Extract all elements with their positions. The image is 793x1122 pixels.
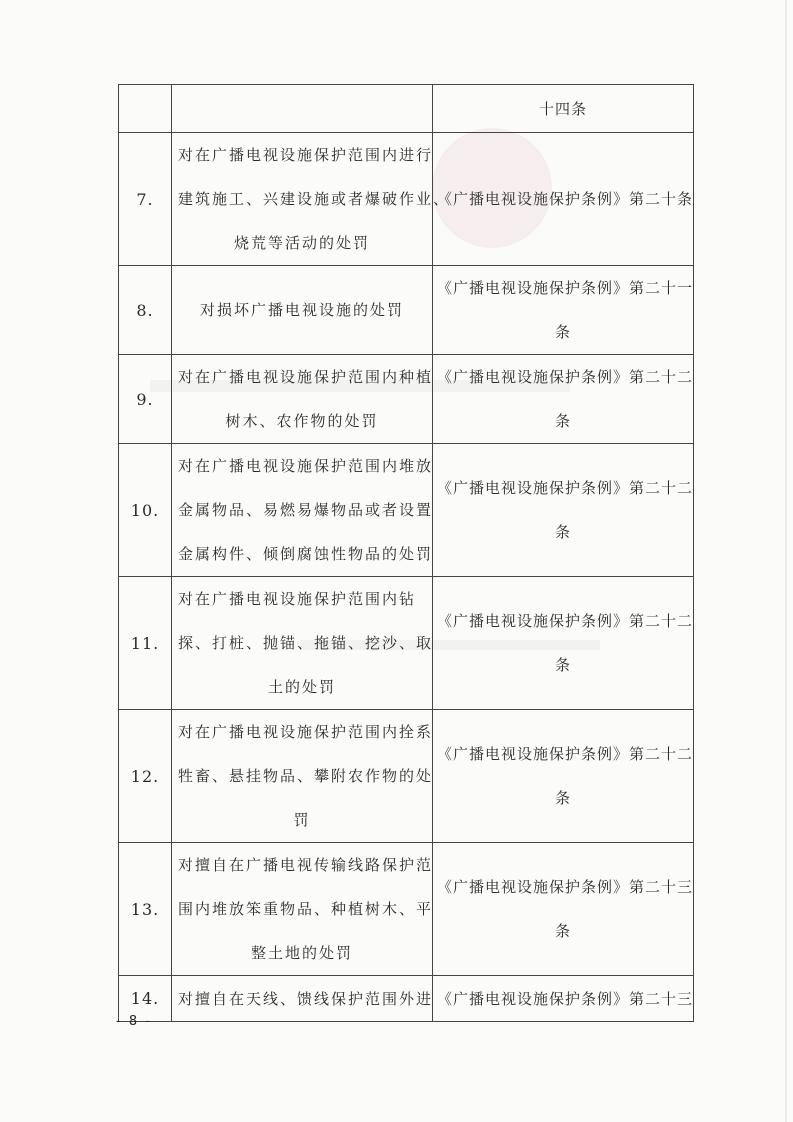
table-row (119, 843, 694, 976)
penalty-items-table (118, 84, 694, 1022)
item-line: 建筑施工、兴建设施或者爆破作业、 (178, 190, 451, 208)
basis-cell (433, 843, 694, 976)
basis-cell (433, 444, 694, 577)
item-line: 探、打桩、抛锚、拖锚、挖沙、取 (178, 634, 434, 652)
basis-cell (433, 133, 694, 266)
basis-line: 《广播电视设施保护条例》第二十条 (437, 190, 694, 208)
table-row (119, 710, 694, 843)
basis-line: 条 (554, 922, 571, 940)
basis-line: 《广播电视设施保护条例》第二十三 (437, 878, 694, 896)
scan-edge (785, 0, 787, 1122)
page-number: - 8 - (116, 1014, 152, 1029)
basis-line: 《广播电视设施保护条例》第二十二 (437, 612, 694, 630)
number-cell (119, 85, 172, 133)
basis-line: 《广播电视设施保护条例》第二十一 (437, 279, 694, 297)
item-line: 围内堆放笨重物品、种植树木、平 (178, 900, 434, 918)
basis-line: 十四条 (538, 99, 587, 118)
item-line: 对在广播电视设施保护范围内堆放 (178, 457, 434, 475)
item-line: 对在广播电视设施保护范围内钻 (178, 590, 417, 608)
table-row (119, 444, 694, 577)
basis-cell (433, 85, 694, 133)
item-line: 金属构件、倾倒腐蚀性物品的处罚 (178, 545, 434, 563)
basis-line: 条 (554, 412, 571, 430)
basis-cell (433, 266, 694, 355)
basis-cell (433, 577, 694, 710)
item-line: 树木、农作物的处罚 (225, 412, 379, 430)
item-line: 罚 (293, 811, 311, 829)
table-row (119, 133, 694, 266)
item-line: 对在广播电视设施保护范围内进行 (178, 146, 434, 164)
row-number: 14. (119, 976, 172, 1022)
basis-line: 条 (554, 789, 571, 807)
basis-line: 条 (554, 656, 571, 674)
item-cell (172, 266, 433, 355)
table-row (119, 355, 694, 444)
item-line: 对在广播电视设施保护范围内拴系 (178, 723, 434, 741)
item-line: 金属物品、易燃易爆物品或者设置 (178, 501, 434, 519)
basis-line: 条 (554, 323, 571, 341)
item-line: 对在广播电视设施保护范围内种植 (178, 368, 434, 386)
item-line: 整土地的处罚 (250, 944, 353, 962)
basis-line: 条 (554, 523, 571, 541)
basis-line: 《广播电视设施保护条例》第二十二 (437, 368, 694, 386)
basis-cell (433, 976, 694, 1022)
basis-line: 《广播电视设施保护条例》第二十二 (437, 479, 694, 497)
item-cell (172, 444, 433, 577)
item-line: 对损坏广播电视设施的处罚 (199, 301, 404, 319)
item-line: 土的处罚 (267, 678, 336, 696)
row-number: 9. (119, 355, 172, 444)
item-cell (172, 577, 433, 710)
row-number: 12. (119, 710, 172, 843)
item-line: 对擅自在广播电视传输线路保护范 (178, 856, 434, 874)
basis-line: 《广播电视设施保护条例》第二十二 (437, 745, 694, 763)
item-cell (172, 976, 433, 1022)
table-row (119, 577, 694, 710)
basis-cell (433, 710, 694, 843)
table-row (119, 266, 694, 355)
row-number: 8. (119, 266, 172, 355)
item-cell (172, 355, 433, 444)
item-cell (172, 710, 433, 843)
row-number: 10. (119, 444, 172, 577)
basis-line: 《广播电视设施保护条例》第二十三 (437, 989, 694, 1008)
item-cell (172, 85, 433, 133)
row-number: 13. (119, 843, 172, 976)
item-line: 牲畜、悬挂物品、攀附农作物的处 (178, 767, 434, 785)
table-row (119, 976, 694, 1022)
basis-cell (433, 355, 694, 444)
item-cell (172, 133, 451, 266)
item-line: 烧荒等活动的处罚 (233, 234, 370, 252)
table-row (119, 85, 694, 133)
item-cell (172, 843, 433, 976)
item-line: 对擅自在天线、馈线保护范围外进 (178, 989, 434, 1008)
row-number: 7. (119, 133, 172, 266)
row-number: 11. (119, 577, 172, 710)
